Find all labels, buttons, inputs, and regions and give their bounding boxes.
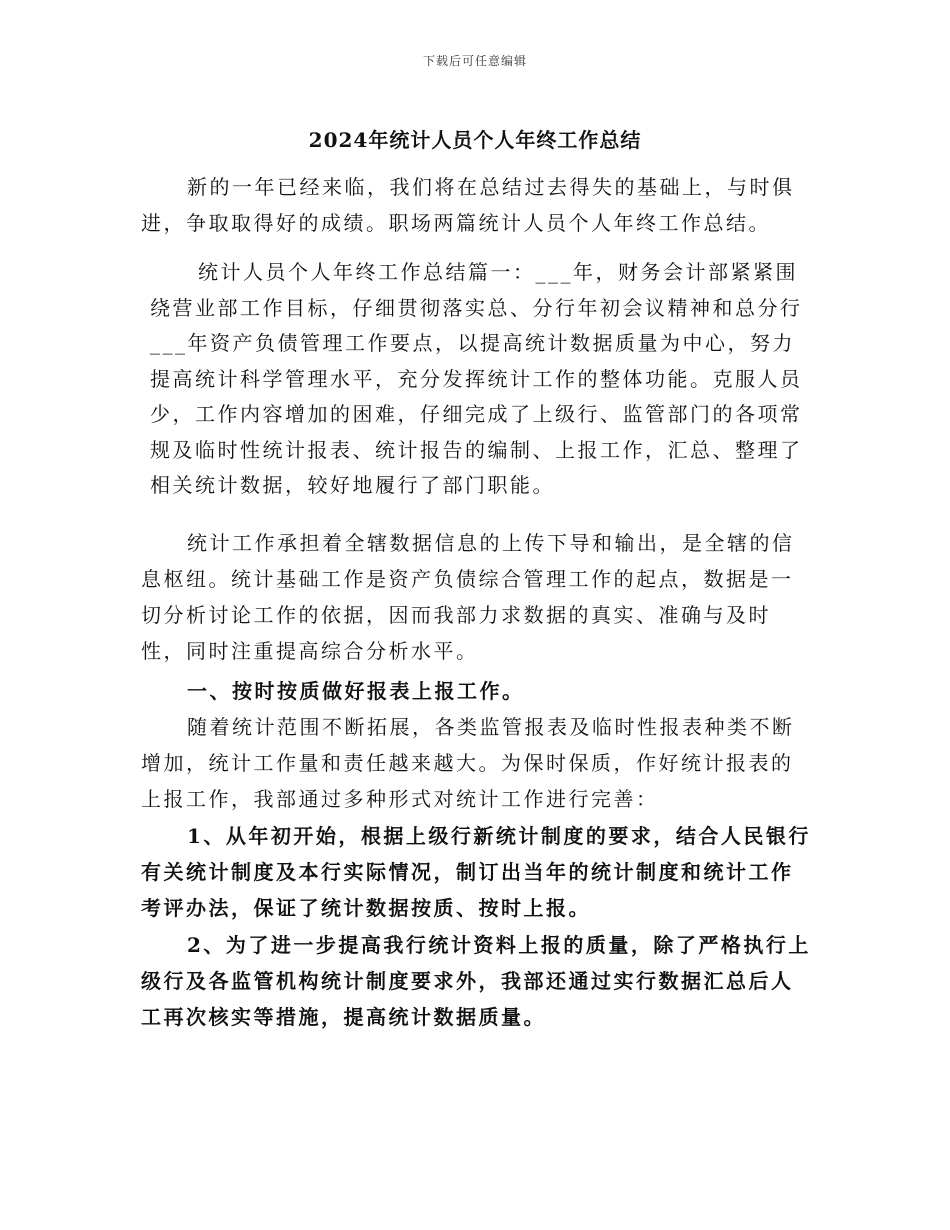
quote-paragraph: 统计人员个人年终工作总结篇一：___年，财务会计部紧紧围绕营业部工作目标，仔细贯彻落实总、分行年初会议精神和总分行___年资产负债管理工作要点，以提高统计数据质量为中心，努力提高统计科学管理水平，充分发挥统计工作的整体功能。克服人员少，工作内容增加的困难，仔细完成了上级行、监管部门的各项常规及临时性统计报表、统计报告的编制、上报工作，汇总、整理了相关统计数据，较好地履行了部门职能。 — [150, 260, 803, 497]
section-heading-1: 一、按时按质做好报表上报工作。 — [187, 679, 525, 703]
paragraph-statistics-role: 统计工作承担着全辖数据信息的上传下导和输出，是全辖的信息枢纽。统计基础工作是资产负债综合管理工作的起点，数据是一切分析讨论工作的依据，因而我部力求数据的真实、准确与及时性，同时注重提高综合分析水平。 — [141, 531, 795, 663]
paragraph-report-work: 随着统计范围不断拓展，各类监管报表及临时性报表种类不断增加，统计工作量和责任越来越大。为保时保质，作好统计报表的上报工作，我部通过多种形式对统计工作进行完善： — [141, 715, 795, 811]
header-note: 下载后可任意编辑 — [422, 54, 527, 68]
intro-paragraph: 新的一年已经来临，我们将在总结过去得失的基础上，与时俱进，争取取得好的成绩。职场两篇统计人员个人年终工作总结。 — [141, 175, 795, 235]
list-item-2: 2、为了进一步提高我行统计资料上报的质量，除了严格执行上级行及各监管机构统计制度要求外，我部还通过实行数据汇总后人工再次核实等措施，提高统计数据质量。 — [141, 933, 811, 1029]
list-item-1: 1、从年初开始，根据上级行新统计制度的要求，结合人民银行有关统计制度及本行实际情况，制订出当年的统计制度和统计工作考评办法，保证了统计数据按质、按时上报。 — [141, 824, 811, 920]
page-title: 2024年统计人员个人年终工作总结 — [308, 128, 642, 152]
